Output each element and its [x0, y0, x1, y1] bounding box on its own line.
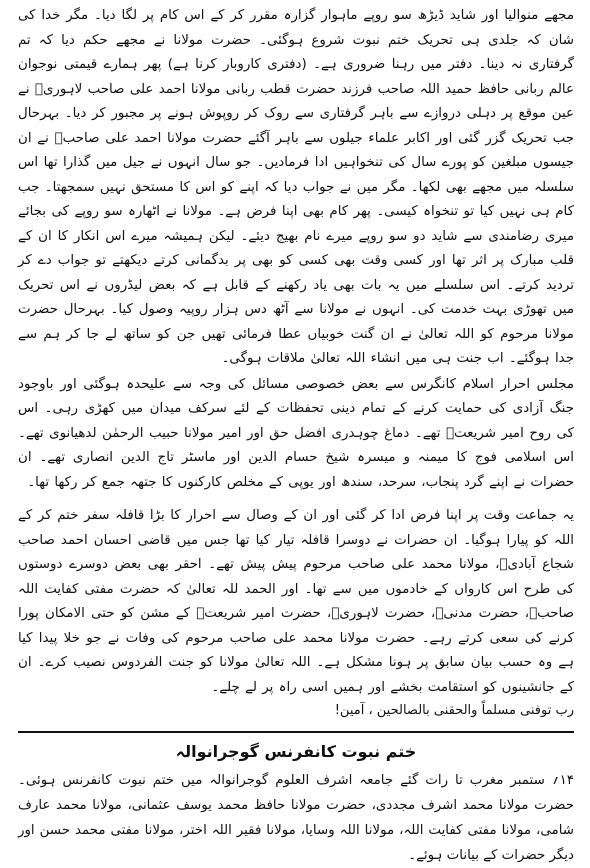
section-divider: [18, 731, 574, 733]
closing-prayer: رب توفنی مسلماً والحقنی بالصالحین ، آمین!: [334, 703, 574, 718]
paragraph-2: مجلس احرار اسلام کانگرس سے بعض خصوصی مسائل کی وجہ سے علیحدہ ہوگئی اور باوجود جنگ آزادی کی حمایت کرنے کے تمام دینی تحفظات کے لئے سرکف میدان میں کھڑی رہی۔ اس کی روح امیر شریعتؒ تھے۔ دماغ چوہدری افضل حق اور امیر مولانا حبیب الرحمٰن لدھیانوی تھے۔ اس اسلامی فوج کا میمنہ و میسرہ شیخ حسام الدین اور ماسٹر تاج الدین انصاری تھے۔ ان حضرات نے اپنے گرد پنجاب، سرحد، سندھ اور یوپی کے مخلص کارکنوں کا جتھہ جمع کر رکھا تھا۔: [18, 376, 574, 490]
document-page: [18, 4, 574, 868]
paragraph-1: مجھے منوالیا اور شاید ڈیڑھ سو روپے ماہوار گزارہ مقرر کر کے اس کام پر لگا دیا۔ مگر خدا کی شان کہ جلدی ہی تحریک ختم نبوت شروع ہوگئی۔ حضرت مولانا نے مجھے حکم دیا کہ تم گرفتاری نہ دینا۔ دفتر میں رہنا ضروری ہے۔ (دفتری کاروبار کرنا ہے) پھر ہمارے قیمتی نوجوان عالم ربانی حافظ حمید اللہ صاحب فرزند حضرت قطب ربانی مولانا احمد علی صاحب لاہوریؒ نے عین موقع پر دہلی دروازے سے باہر گرفتاری سے روک کر روپوش ہونے پر مجبور کر دیا۔ بہرحال جب تحریک گزر گئی اور اکابر علماء جیلوں سے باہر آگئے حضرت مولانا احمد علی صاحبؒ نے ان جیسوں مبلغین کو پورے سال کی تنخواہیں ادا فرمادیں۔ جو سال انہوں نے جیل میں گذارا تھا اس سلسلہ میں مجھے بھی لکھا۔ مگر میں نے جواب دیا کہ اپنے کو اس کا مستحق نہیں سمجھتا۔ جب کام ہی نہیں کیا تو تنخواہ کیسی۔ پھر کام بھی اپنا فرض ہے۔ مولانا نے اٹھارہ سو روپے کی بجائے میری رضامندی سے شاید دو سو روپے میرے نام بھیج دیئے۔ لیکن ہمیشہ میرے اس انکار کا ان کے قلب مبارک پر اثر تھا اور کسی وقت بھی کسی کو بھی پر بدگمانی کرتے دیکھتے تو جواب دے کر تردید کرتے۔ اس سلسلے میں یہ بات بھی یاد رکھنے کے قابل ہے کہ بعض لیڈروں نے اس تحریک میں تھوڑی بہت خدمت کی۔ انہوں نے مولانا سے آٹھ دس ہزار روپیہ وصول کیا۔ بہرحال حضرت مولانا مرحوم کو اللہ تعالیٰ نے ان گنت خوبیاں عطا فرمائی تھیں جن کو ساتھ لے جا کر ہم سے جدا ہوگئے۔ اب جنت ہی میں انشاء اللہ تعالیٰ ملاقات ہوگی۔: [18, 8, 574, 366]
paragraph-3: یہ جماعت وقت پر اپنا فرض ادا کر گئی اور ان کے وصال سے احرار کا بڑا قافلہ سفر ختم کر کے اللہ کو پیارا ہوگیا۔ ان حضرات نے دوسرا قافلہ تیار کیا تھا جس میں قاضی احسان احمد صاحب شجاع آبادیؒ، مولانا محمد علی صاحب مرحوم پیش پیش تھے۔ احقر بھی بعض دوسرے دوستوں کی طرح اس کارواں کے خادموں میں سے تھا۔ اور الحمد للہ تعالیٰ کہ حضرت مفتی کفایت اللہ صاحبؒ، حضرت مدنیؒ، حضرت لاہوریؒ، حضرت امیر شریعتؒ کے مشن کو حتی الامکان پورا کرنے کی سعی کرتے رہے۔ حضرت مولانا محمد علی صاحب مرحوم کی وفات نے جو خلا پیدا کیا ہے وہ حسب بیان سابق پر ہونا مشکل ہے۔ اللہ تعالیٰ مولانا کو جنت الفردوس نصیب کرے۔ ان کے جانشینوں کو استقامت بخشے اور ہمیں اسی راہ پر لے چلے۔: [18, 508, 574, 695]
conference-report: ۱۴؍ ستمبر مغرب تا رات گئے جامعہ اشرف العلوم گوجرانوالہ میں ختم نبوت کانفرنس ہوئی۔ حضرت مولانا محمد اشرف مجددی، حضرت مولانا حافظ محمد یوسف عثمانی، مولانا محمد عارف شامی، مولانا مفتی کفایت اللہ، مولانا اللہ وسایا، مولانا فقیر اللہ اختر، مولانا مفتی محمد حسن اور دیگر حضرات کے بیانات ہوئے۔: [18, 773, 574, 863]
section-heading: ختم نبوت کانفرنس گوجرانوالہ: [175, 742, 417, 761]
